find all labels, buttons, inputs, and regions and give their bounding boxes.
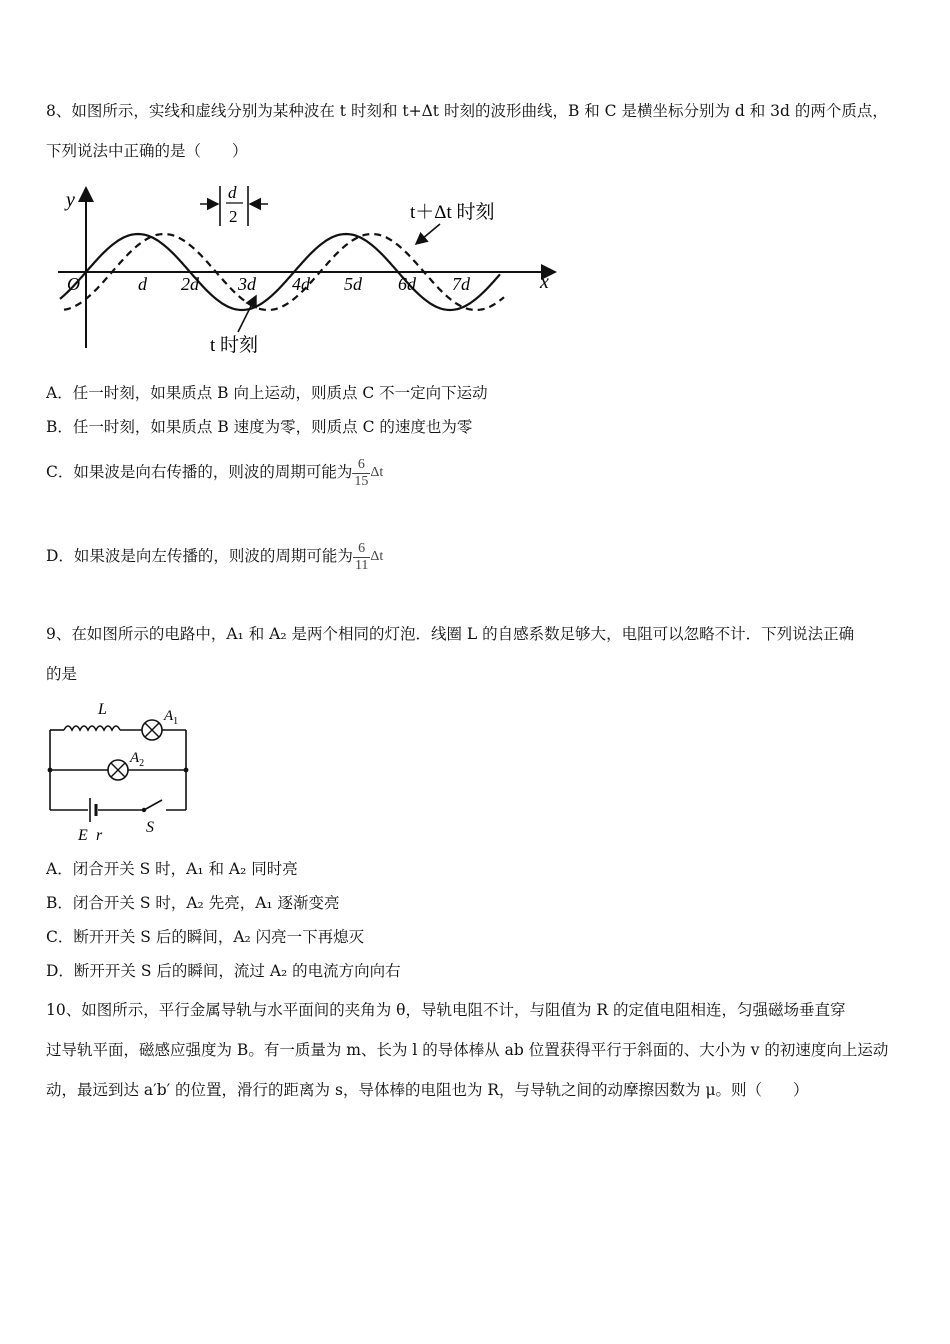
tick-7d: 7d — [452, 274, 470, 294]
q8-option-d-fraction: $\frac{6}{11}$ — [354, 540, 369, 573]
inductor-coil — [64, 726, 120, 730]
wave-figure — [50, 178, 570, 358]
question-8-stem-line-1: 8、如图所示，实线和虚线分别为某种波在 t 时刻和 t+Δt 时刻的波形曲线，B 和 C 是横坐标分别为 d 和 3d 的两个质点， — [46, 102, 888, 120]
tick-4d: 4d — [292, 274, 310, 294]
tick-2d: 2d — [181, 274, 199, 294]
circuit-figure — [44, 696, 204, 846]
question-9-stem-line-1: 9、在如图所示的电路中，A₁ 和 A₂ 是两个相同的灯泡．线圈 L 的自感系数足够大，电阻可以忽略不计．下列说法正确 — [46, 625, 855, 643]
question-9-stem — [46, 614, 916, 694]
lamp-a2 — [108, 760, 128, 780]
x-axis-label: x — [540, 271, 549, 293]
q8-option-a[interactable]: A．任一时刻，如果质点 B 向上运动，则质点 C 不一定向下运动 — [46, 384, 488, 402]
question-10-line-2: 过导轨平面，磁感应强度为 B。有一质量为 m、长为 l 的导体棒从 ab 位置获得平行于斜面的、大小为 v 的初速度向上运动 — [46, 1041, 889, 1059]
q8-option-c-text: C．如果波是向右传播的，则波的周期可能为 — [46, 463, 353, 481]
tick-3d: 3d — [238, 274, 256, 294]
tick-d: d — [138, 274, 147, 294]
y-axis-label: y — [66, 189, 75, 211]
tick-labels — [138, 274, 471, 294]
tick-6d: 6d — [398, 274, 416, 294]
origin-label: O — [67, 274, 80, 294]
q8-option-c-delta-t: Δt — [370, 465, 384, 480]
dashed-wave-label: t＋Δt 时刻 — [410, 202, 495, 223]
q9-option-b[interactable]: B．闭合开关 S 时，A₂ 先亮，A₁ 逐渐变亮 — [46, 894, 340, 912]
question-10-line-3: 动，最远到达 a′b′ 的位置，滑行的距离为 s，导体棒的电阻也为 R，与导轨之间的动摩擦因数为 μ。则（ ） — [46, 1081, 809, 1099]
question-8-stem-line-2: 下列说法中正确的是（ ） — [46, 142, 248, 160]
lamp-a1 — [142, 720, 162, 740]
q9-option-d[interactable]: D．断开开关 S 后的瞬间，流过 A₂ 的电流方向向右 — [46, 962, 401, 980]
question-9-stem-line-2: 的是 — [46, 665, 78, 683]
half-d-marker — [200, 183, 268, 226]
emf-label: E — [78, 827, 88, 844]
half-d-denominator: 2 — [229, 207, 238, 226]
q8-option-b[interactable]: B．任一时刻，如果质点 B 速度为零，则质点 C 的速度也为零 — [46, 418, 473, 436]
switch-s[interactable] — [142, 800, 162, 812]
lamp-a1-label: $A_1$ — [164, 708, 179, 727]
q8-option-d-delta-t: Δt — [370, 549, 384, 564]
inductor-label: L — [98, 701, 107, 718]
q8-option-c[interactable] — [46, 452, 383, 493]
battery — [90, 798, 96, 822]
question-10-stem — [46, 990, 916, 1110]
question-10-line-1: 10、如图所示，平行金属导轨与水平面间的夹角为 θ，导轨电阻不计，与阻值为 R 的定值电阻相连，匀强磁场垂直穿 — [46, 1001, 846, 1019]
tick-5d: 5d — [344, 274, 362, 294]
half-d-numerator: d — [228, 183, 237, 202]
q8-option-d-text: D．如果波是向左传播的，则波的周期可能为 — [46, 547, 353, 565]
solid-wave-label: t 时刻 — [210, 335, 259, 356]
q9-option-c[interactable]: C．断开开关 S 后的瞬间，A₂ 闪亮一下再熄灭 — [46, 928, 365, 946]
switch-label: S — [146, 819, 154, 836]
q9-option-a[interactable]: A．闭合开关 S 时，A₁ 和 A₂ 同时亮 — [46, 860, 298, 878]
lamp-a2-label: $A_2$ — [130, 750, 145, 769]
q8-option-d[interactable] — [46, 536, 383, 577]
question-8-stem — [46, 91, 916, 171]
internal-resistance-label: r — [96, 827, 103, 844]
q8-option-c-fraction: $\frac{6}{15}$ — [354, 456, 369, 489]
